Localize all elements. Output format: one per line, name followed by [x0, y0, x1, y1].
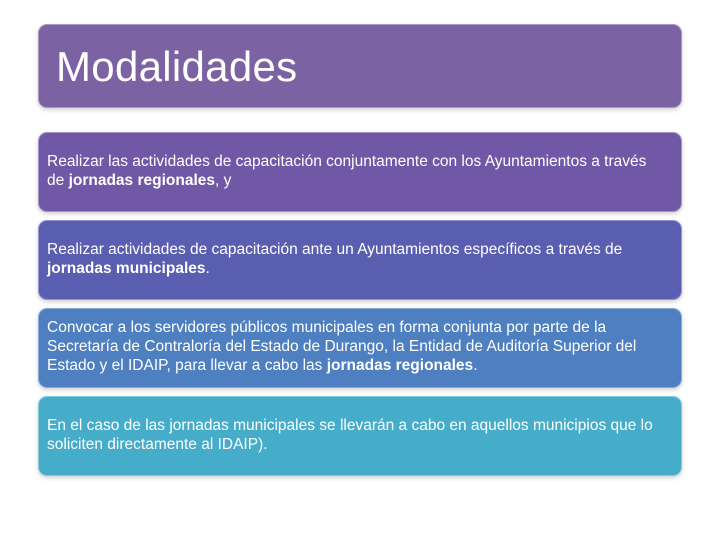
- list-item-jornadas-regionales: [38, 132, 682, 212]
- item-text: Realizar las actividades de capacitación conjuntamente con los Ayuntamientos a través de: [47, 153, 647, 189]
- item-text-end: , y: [215, 172, 232, 189]
- list-item-convocar: [38, 308, 682, 388]
- item-text: Realizar actividades de capacitación ante un Ayuntamientos específicos a través de: [47, 241, 623, 258]
- item-text-end: .: [205, 260, 210, 277]
- list-item-caso-municipales: [38, 396, 682, 476]
- page-title: Modalidades: [56, 43, 298, 90]
- item-bold-text: jornadas regionales: [326, 357, 474, 374]
- title-card: [38, 24, 682, 108]
- item-bold-text: jornadas regionales: [68, 172, 216, 189]
- item-text-end: .: [473, 357, 478, 374]
- list-item-jornadas-municipales: [38, 220, 682, 300]
- item-text: Convocar a los servidores públicos municipales en forma conjunta por parte de la Secretaría de Contraloría del Estado de Durango, la Entidad de Auditoría Superior del Estado y el IDAIP, para llevar a cabo las: [47, 319, 637, 374]
- item-text: En el caso de las jornadas municipales se llevarán a cabo en aquellos municipios que lo soliciten directamente al IDAIP).: [47, 417, 653, 453]
- item-bold-text: jornadas municipales: [47, 260, 206, 277]
